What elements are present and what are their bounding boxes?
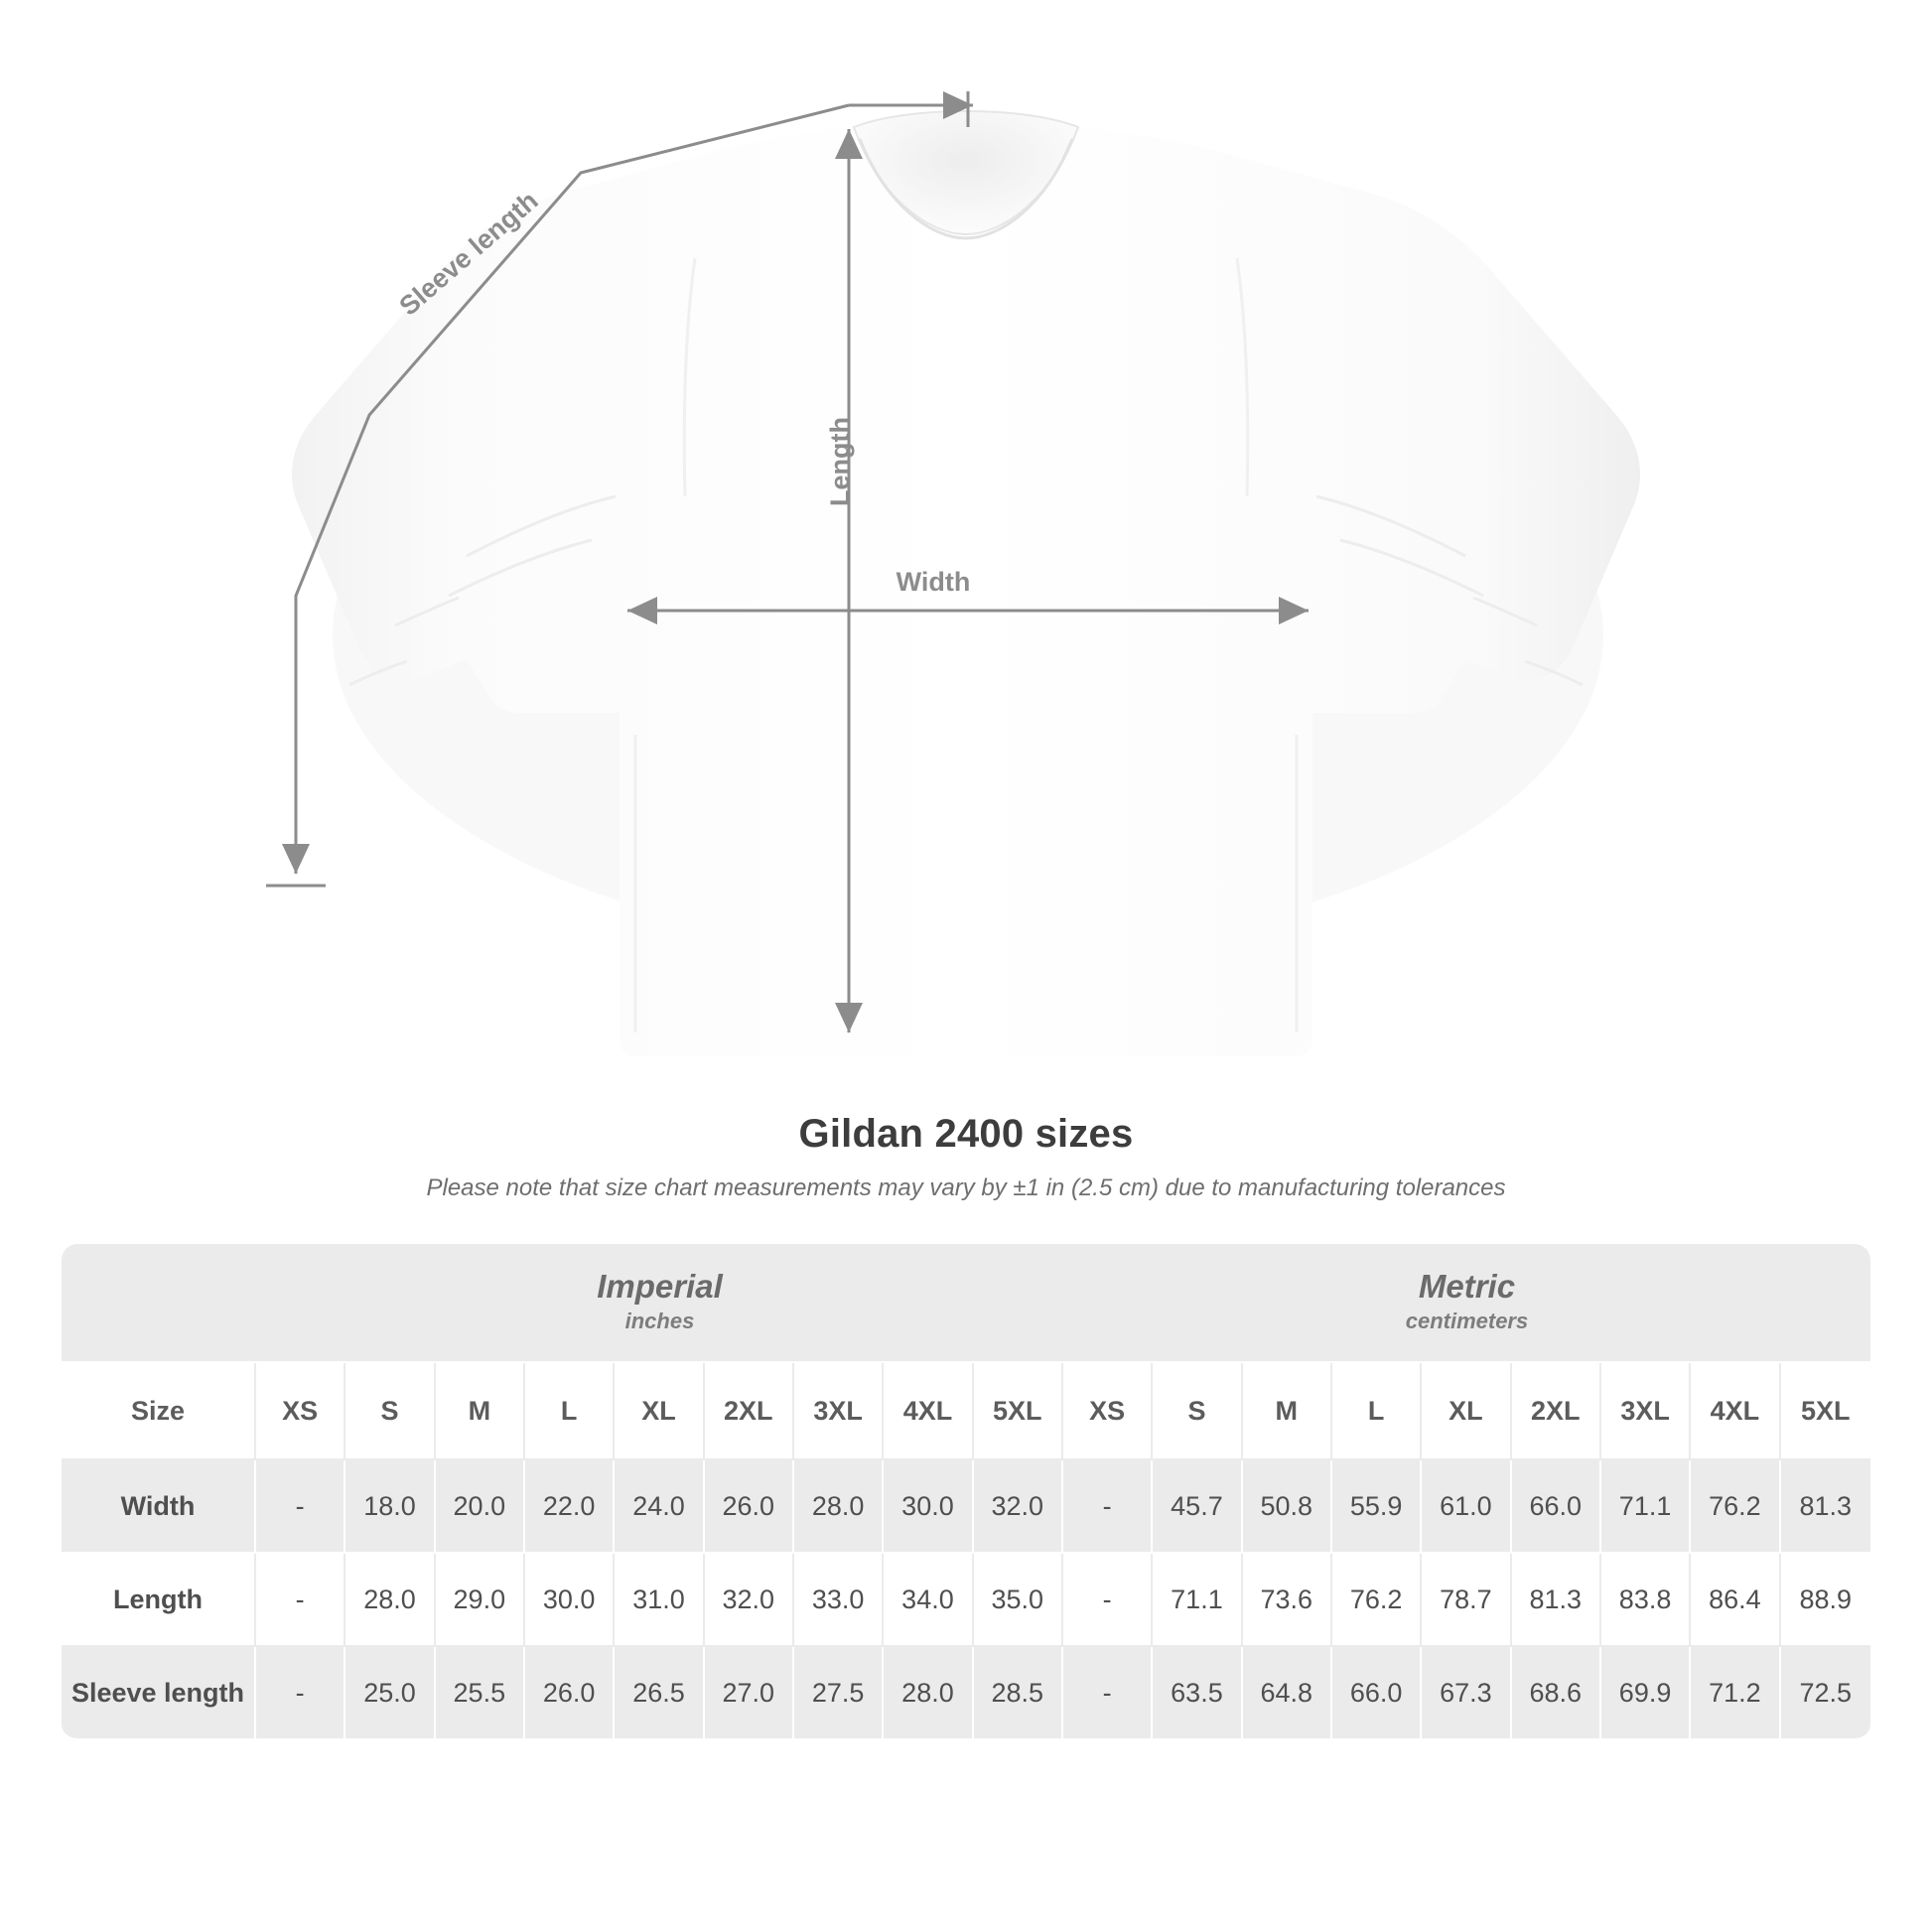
cell-sleeve-met-xs: -: [1063, 1647, 1153, 1740]
page-title: Gildan 2400 sizes: [798, 1112, 1134, 1156]
header-size-label: Size: [62, 1363, 256, 1460]
header-size-met-2xl: 2XL: [1512, 1363, 1601, 1460]
header-size-met-l: L: [1332, 1363, 1422, 1460]
header-size-met-m: M: [1243, 1363, 1332, 1460]
cell-width-imp-3xl: 28.0: [794, 1460, 884, 1554]
cell-width-imp-4xl: 30.0: [884, 1460, 973, 1554]
unit-header-row: [62, 1244, 1870, 1363]
cell-length-imp-2xl: 32.0: [705, 1554, 794, 1647]
cell-sleeve-imp-4xl: 28.0: [884, 1647, 973, 1740]
cell-sleeve-met-s: 63.5: [1153, 1647, 1242, 1740]
cell-sleeve-met-3xl: 69.9: [1601, 1647, 1691, 1740]
size-header-row: [62, 1363, 1870, 1460]
header-size-imp-l: L: [525, 1363, 615, 1460]
unit-header-metric: [1063, 1244, 1870, 1363]
header-size-imp-4xl: 4XL: [884, 1363, 973, 1460]
cell-length-imp-xs: -: [256, 1554, 345, 1647]
header-size-imp-m: M: [436, 1363, 525, 1460]
cell-length-met-4xl: 86.4: [1691, 1554, 1780, 1647]
row-label-length: Length: [62, 1554, 256, 1647]
cell-sleeve-imp-m: 25.5: [436, 1647, 525, 1740]
row-label-width: Width: [62, 1460, 256, 1554]
cell-sleeve-imp-xs: -: [256, 1647, 345, 1740]
cell-length-imp-m: 29.0: [436, 1554, 525, 1647]
cell-width-imp-xs: -: [256, 1460, 345, 1554]
cell-length-met-5xl: 88.9: [1781, 1554, 1870, 1647]
cell-width-met-5xl: 81.3: [1781, 1460, 1870, 1554]
cell-width-imp-s: 18.0: [345, 1460, 435, 1554]
cell-sleeve-imp-xl: 26.5: [615, 1647, 704, 1740]
cell-width-met-4xl: 76.2: [1691, 1460, 1780, 1554]
cell-length-met-l: 76.2: [1332, 1554, 1422, 1647]
cell-length-imp-4xl: 34.0: [884, 1554, 973, 1647]
cell-length-met-m: 73.6: [1243, 1554, 1332, 1647]
cell-width-met-2xl: 66.0: [1512, 1460, 1601, 1554]
cell-length-met-s: 71.1: [1153, 1554, 1242, 1647]
size-chart-table: [62, 1244, 1870, 1740]
cell-width-imp-m: 20.0: [436, 1460, 525, 1554]
cell-width-met-xs: -: [1063, 1460, 1153, 1554]
unit-header-corner: [62, 1244, 256, 1363]
unit-sub-imperial: inches: [624, 1309, 695, 1334]
cell-width-met-xl: 61.0: [1422, 1460, 1511, 1554]
cell-width-imp-xl: 24.0: [615, 1460, 704, 1554]
title-block: [0, 1112, 1932, 1202]
cell-width-met-l: 55.9: [1332, 1460, 1422, 1554]
label-sleeve-length: Sleeve length: [393, 185, 544, 322]
header-size-imp-5xl: 5XL: [974, 1363, 1063, 1460]
cell-length-imp-5xl: 35.0: [974, 1554, 1063, 1647]
unit-header-imperial: [256, 1244, 1063, 1363]
cell-sleeve-imp-2xl: 27.0: [705, 1647, 794, 1740]
cell-length-met-xs: -: [1063, 1554, 1153, 1647]
header-size-met-5xl: 5XL: [1781, 1363, 1870, 1460]
table-row-sleeve-length: [62, 1647, 1870, 1740]
cell-length-met-xl: 78.7: [1422, 1554, 1511, 1647]
header-size-met-3xl: 3XL: [1601, 1363, 1691, 1460]
cell-sleeve-met-5xl: 72.5: [1781, 1647, 1870, 1740]
cell-sleeve-imp-s: 25.0: [345, 1647, 435, 1740]
cell-sleeve-met-l: 66.0: [1332, 1647, 1422, 1740]
header-size-met-xl: XL: [1422, 1363, 1511, 1460]
unit-name-metric: Metric: [1418, 1267, 1516, 1305]
header-size-met-xs: XS: [1063, 1363, 1153, 1460]
cell-sleeve-imp-5xl: 28.5: [974, 1647, 1063, 1740]
table-row-width: [62, 1460, 1870, 1554]
row-label-sleeve-length: Sleeve length: [62, 1647, 256, 1740]
table-row-length: [62, 1554, 1870, 1647]
cell-sleeve-met-m: 64.8: [1243, 1647, 1332, 1740]
label-length: Length: [825, 417, 855, 506]
cell-width-imp-l: 22.0: [525, 1460, 615, 1554]
label-width: Width: [896, 567, 971, 597]
cell-sleeve-met-4xl: 71.2: [1691, 1647, 1780, 1740]
header-size-imp-3xl: 3XL: [794, 1363, 884, 1460]
cell-width-met-3xl: 71.1: [1601, 1460, 1691, 1554]
cell-length-imp-3xl: 33.0: [794, 1554, 884, 1647]
cell-sleeve-imp-l: 26.0: [525, 1647, 615, 1740]
cell-width-met-s: 45.7: [1153, 1460, 1242, 1554]
cell-length-imp-xl: 31.0: [615, 1554, 704, 1647]
unit-sub-metric: centimeters: [1405, 1309, 1529, 1334]
header-size-met-4xl: 4XL: [1691, 1363, 1780, 1460]
cell-length-met-3xl: 83.8: [1601, 1554, 1691, 1647]
cell-length-met-2xl: 81.3: [1512, 1554, 1601, 1647]
header-size-imp-xl: XL: [615, 1363, 704, 1460]
cell-length-imp-l: 30.0: [525, 1554, 615, 1647]
size-chart-table-wrap: [62, 1244, 1870, 1740]
cell-sleeve-met-2xl: 68.6: [1512, 1647, 1601, 1740]
header-size-imp-xs: XS: [256, 1363, 345, 1460]
cell-width-imp-5xl: 32.0: [974, 1460, 1063, 1554]
unit-name-imperial: Imperial: [597, 1267, 723, 1305]
header-size-imp-2xl: 2XL: [705, 1363, 794, 1460]
cell-sleeve-met-xl: 67.3: [1422, 1647, 1511, 1740]
header-size-met-s: S: [1153, 1363, 1242, 1460]
cell-length-imp-s: 28.0: [345, 1554, 435, 1647]
measurement-note: Please note that size chart measurements may vary by ±1 in (2.5 cm) due to manufacturing tolerances: [426, 1174, 1506, 1201]
header-size-imp-s: S: [345, 1363, 435, 1460]
cell-sleeve-imp-3xl: 27.5: [794, 1647, 884, 1740]
cell-width-met-m: 50.8: [1243, 1460, 1332, 1554]
cell-width-imp-2xl: 26.0: [705, 1460, 794, 1554]
